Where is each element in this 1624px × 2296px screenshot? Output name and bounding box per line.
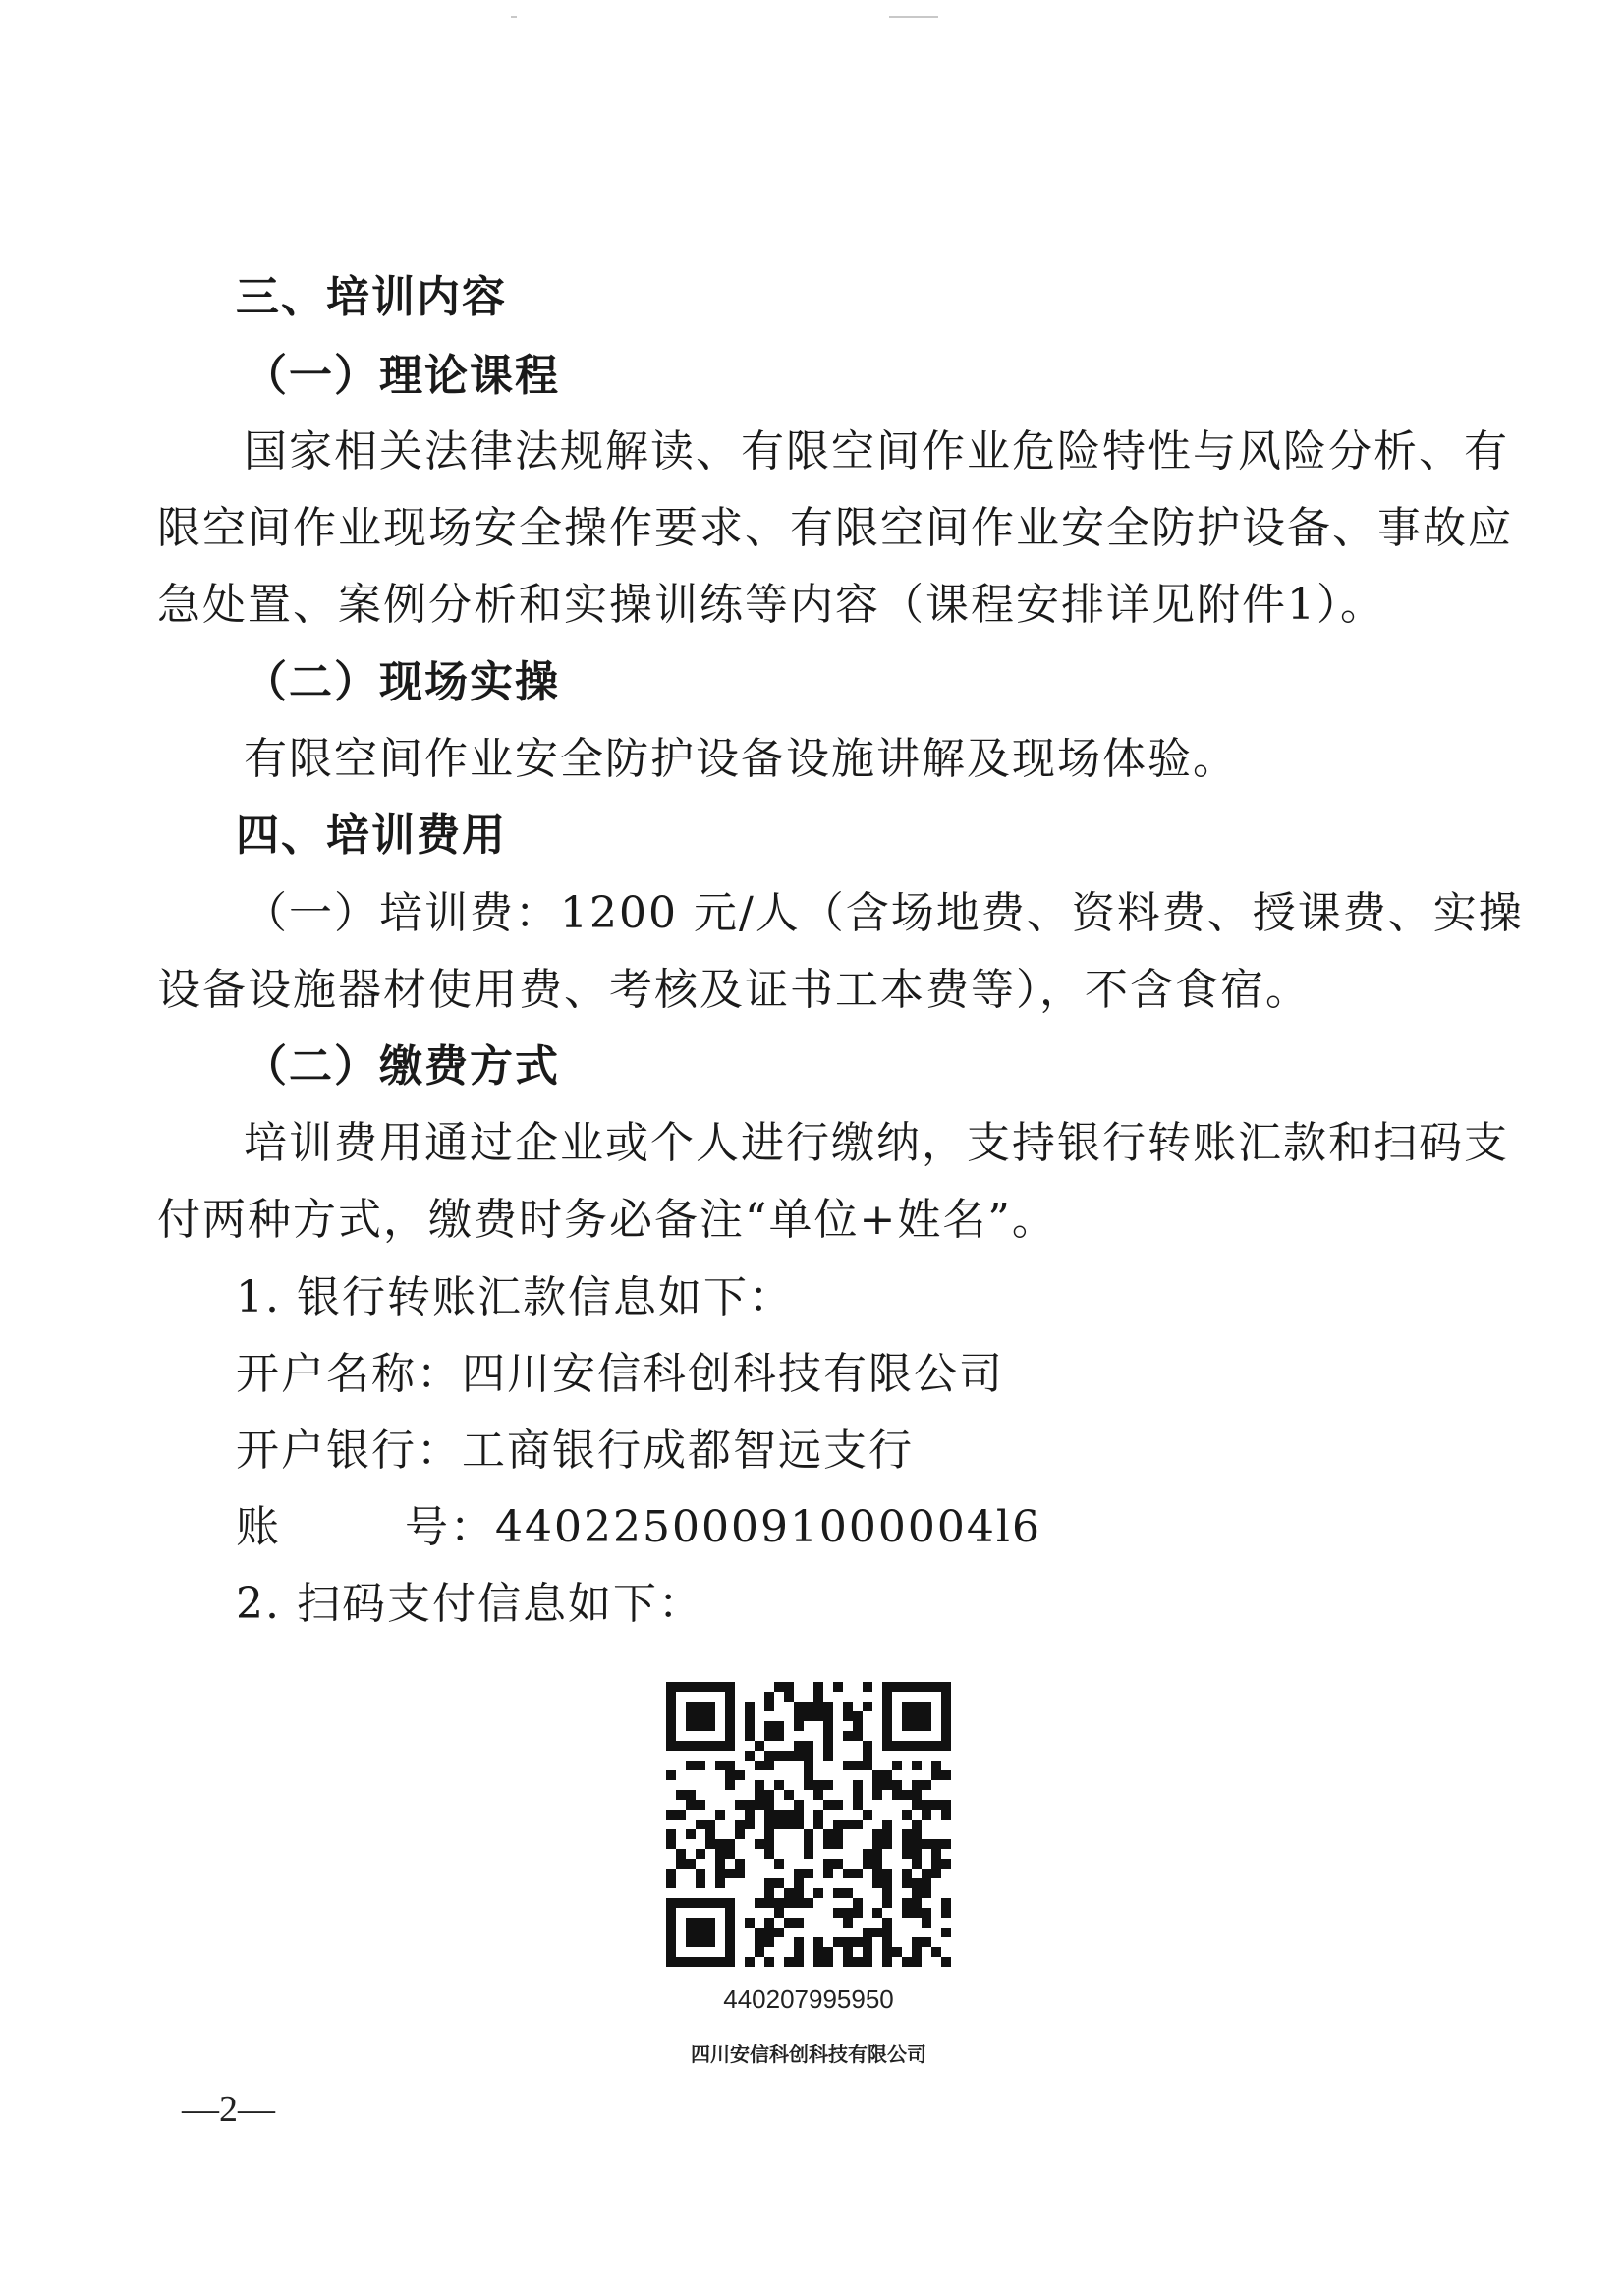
subheading-field-practice: （二）现场实操	[244, 657, 560, 707]
scan-mark	[889, 16, 938, 18]
fee-line: （一）培训费：1200 元/人（含场地费、资料费、授课费、实操	[244, 888, 1524, 938]
section-heading-training-content: 三、培训内容	[236, 272, 507, 322]
account-bank: 开户银行：工商银行成都智远支行	[236, 1426, 914, 1476]
paragraph-line: 有限空间作业安全防护设备设施讲解及现场体验。	[244, 734, 1238, 784]
scan-mark	[511, 16, 517, 18]
page-number: —2—	[182, 2089, 275, 2130]
account-number-label: 账号	[236, 1502, 450, 1552]
bank-transfer-intro: 1. 银行转账汇款信息如下：	[236, 1272, 794, 1322]
paragraph-line: 培训费用通过企业或个人进行缴纳，支持银行转账汇款和扫码支	[244, 1118, 1509, 1168]
account-name: 开户名称：四川安信科创科技有限公司	[236, 1349, 1004, 1399]
subheading-payment-method: （二）缴费方式	[244, 1041, 560, 1092]
subheading-theory-course: （一）理论课程	[244, 351, 560, 401]
payment-qr-code[interactable]	[666, 1682, 951, 1967]
account-number-row	[236, 1500, 1552, 1555]
qr-number: 440207995950	[723, 1985, 894, 2014]
fee-line: 设备设施器材使用费、考核及证书工本费等），不含食宿。	[157, 965, 1311, 1015]
account-number: ：44022500091000004l6	[450, 1502, 1041, 1552]
paragraph-line: 国家相关法律法规解读、有限空间作业危险特性与风险分析、有	[244, 426, 1509, 476]
scan-pay-intro: 2. 扫码支付信息如下：	[236, 1579, 703, 1629]
paragraph-line: 限空间作业现场安全操作要求、有限空间作业安全防护设备、事故应	[157, 503, 1513, 553]
section-heading-training-fee: 四、培训费用	[236, 811, 507, 861]
paragraph-line: 急处置、案例分析和实操训练等内容（课程安排详见附件1）。	[157, 580, 1385, 630]
paragraph-line: 付两种方式，缴费时务必备注“单位+姓名”。	[157, 1195, 1057, 1245]
qr-code-graphic	[666, 1682, 951, 1967]
qr-company-name: 四川安信科创科技有限公司	[691, 2043, 926, 2066]
